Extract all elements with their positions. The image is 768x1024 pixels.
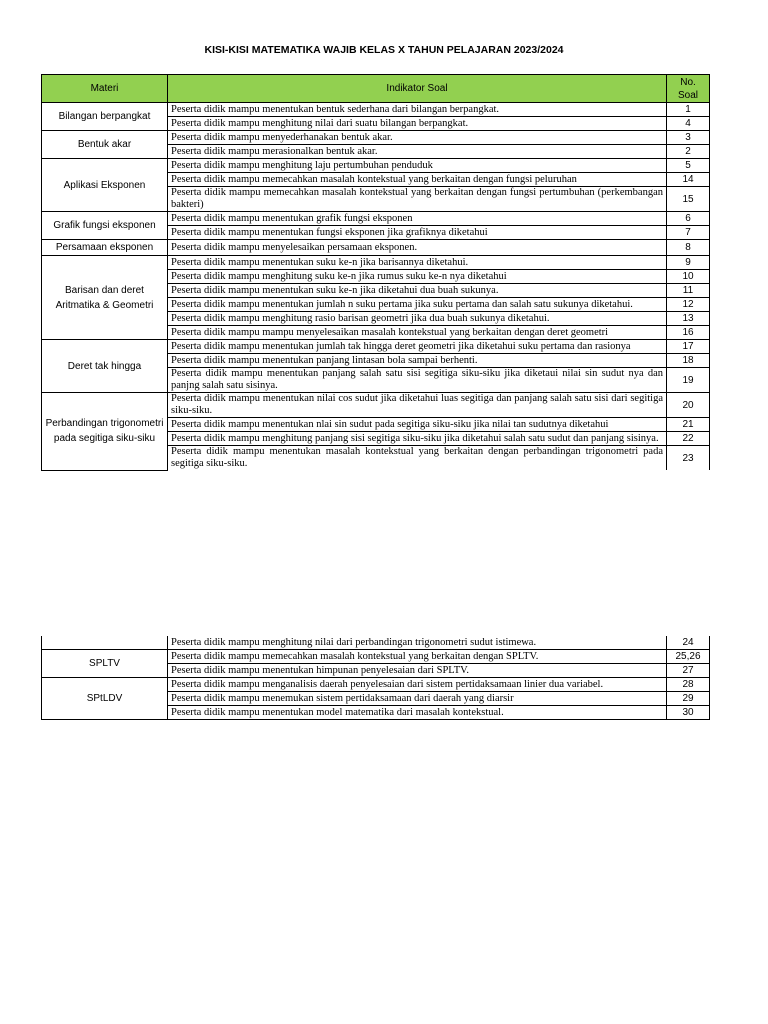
materi-cell: Grafik fungsi eksponen (42, 212, 168, 240)
no-soal-cell: 19 (667, 368, 710, 393)
indikator-cell: Peserta didik mampu menganalisis daerah penyelesaian dari sistem pertidaksamaan linier dua variabel. (168, 678, 667, 692)
no-soal-cell: 4 (667, 117, 710, 131)
materi-cell: Bilangan berpangkat (42, 103, 168, 131)
table-row (42, 393, 710, 418)
no-soal-cell: 16 (667, 326, 710, 340)
table-row (42, 340, 710, 354)
indikator-cell: Peserta didik mampu menentukan himpunan penyelesaian dari SPLTV. (168, 664, 667, 678)
table-row (42, 650, 710, 664)
no-soal-cell: 5 (667, 159, 710, 173)
materi-cell: SPLTV (42, 650, 168, 678)
no-soal-cell: 1 (667, 103, 710, 117)
table-row (42, 240, 710, 256)
materi-cell: Persamaan eksponen (42, 240, 168, 256)
indikator-cell: Peserta didik mampu menentukan model matematika dari masalah kontekstual. (168, 706, 667, 720)
indikator-cell: Peserta didik mampu menentukan panjang salah satu sisi segitiga siku-siku jika diketaui nilai sin sudut nya dan panjng salah satu sisinya. (168, 368, 667, 393)
kisi-table-page1 (41, 74, 710, 471)
table-row (42, 103, 710, 117)
no-soal-cell: 23 (667, 446, 710, 471)
no-soal-cell: 28 (667, 678, 710, 692)
indikator-cell: Peserta didik mampu menentukan nlai sin sudut pada segitiga siku-siku jika nilai tan sudutnya diketahui (168, 418, 667, 432)
table-row (42, 256, 710, 270)
materi-cell (42, 636, 168, 650)
no-soal-cell: 24 (667, 636, 710, 650)
no-soal-cell: 10 (667, 270, 710, 284)
header-materi: Materi (42, 75, 168, 103)
no-soal-cell: 29 (667, 692, 710, 706)
header-no-soal (667, 75, 710, 103)
no-soal-cell: 20 (667, 393, 710, 418)
indikator-cell: Peserta didik mampu menyederhanakan bentuk akar. (168, 131, 667, 145)
no-soal-cell: 14 (667, 173, 710, 187)
no-soal-cell: 21 (667, 418, 710, 432)
table-row (42, 636, 710, 650)
no-soal-cell: 12 (667, 298, 710, 312)
table-header-row (42, 75, 710, 103)
indikator-cell: Peserta didik mampu memecahkan masalah kontekstual yang berkaitan dengan SPLTV. (168, 650, 667, 664)
no-soal-cell: 3 (667, 131, 710, 145)
header-no-line2: Soal (677, 89, 698, 101)
indikator-cell: Peserta didik mampu menentukan masalah kontekstual yang berkaitan dengan perbandingan trigonometri pada segitiga siku-siku. (168, 446, 667, 471)
indikator-cell: Peserta didik mampu menentukan bentuk sederhana dari bilangan berpangkat. (168, 103, 667, 117)
indikator-cell: Peserta didik mampu menghitung rasio barisan geometri jika dua buah sukunya diketahui. (168, 312, 667, 326)
materi-cell: Bentuk akar (42, 131, 168, 159)
table-row (42, 131, 710, 145)
no-soal-cell: 7 (667, 226, 710, 240)
no-soal-cell: 11 (667, 284, 710, 298)
document-title: KISI-KISI MATEMATIKA WAJIB KELAS X TAHUN PELAJARAN 2023/2024 (204, 44, 564, 56)
indikator-cell: Peserta didik mampu menentukan suku ke-n jika barisannya diketahui. (168, 256, 667, 270)
no-soal-cell: 22 (667, 432, 710, 446)
no-soal-cell: 2 (667, 145, 710, 159)
no-soal-cell: 18 (667, 354, 710, 368)
indikator-cell: Peserta didik mampu memecahkan masalah kontekstual yang berkaitan dengan fungsi pertumbuhan (perkembangan bakteri) (168, 187, 667, 212)
header-indikator: Indikator Soal (168, 75, 667, 103)
indikator-cell: Peserta didik mampu memecahkan masalah kontekstual yang berkaitan dengan fungsi peluruhan (168, 173, 667, 187)
indikator-cell: Peserta didik mampu menentukan panjang lintasan bola sampai berhenti. (168, 354, 667, 368)
no-soal-cell: 25,26 (667, 650, 710, 664)
indikator-cell: Peserta didik mampu menghitung nilai dari perbandingan trigonometri sudut istimewa. (168, 636, 667, 650)
no-soal-cell: 13 (667, 312, 710, 326)
indikator-cell: Peserta didik mampu menentukan jumlah tak hingga deret geometri jika diketahui suku pertama dan rasionya (168, 340, 667, 354)
header-no-line1: No. (680, 76, 696, 88)
indikator-cell: Peserta didik mampu menghitung nilai dari suatu bilangan berpangkat. (168, 117, 667, 131)
indikator-cell: Peserta didik mampu menentukan grafik fungsi eksponen (168, 212, 667, 226)
no-soal-cell: 9 (667, 256, 710, 270)
table-row (42, 212, 710, 226)
indikator-cell: Peserta didik mampu menentukan suku ke-n jika diketahui dua buah sukunya. (168, 284, 667, 298)
indikator-cell: Peserta didik mampu menyelesaikan persamaan eksponen. (168, 240, 667, 256)
materi-cell: Aplikasi Eksponen (42, 159, 168, 212)
no-soal-cell: 15 (667, 187, 710, 212)
indikator-cell: Peserta didik mampu merasionalkan bentuk akar. (168, 145, 667, 159)
materi-cell: Perbandingan trigonometri pada segitiga siku-siku (42, 393, 168, 471)
no-soal-cell: 8 (667, 240, 710, 256)
materi-cell: Barisan dan deret Aritmatika & Geometri (42, 256, 168, 340)
table-row (42, 159, 710, 173)
indikator-cell: Peserta didik mampu menghitung panjang sisi segitiga siku-siku jika diketahui salah satu sudut dan panjang sisinya. (168, 432, 667, 446)
no-soal-cell: 27 (667, 664, 710, 678)
indikator-cell: Peserta didik mampu mampu menyelesaikan masalah kontekstual yang berkaitan dengan deret geometri (168, 326, 667, 340)
kisi-table-page2 (41, 636, 710, 720)
no-soal-cell: 17 (667, 340, 710, 354)
indikator-cell: Peserta didik mampu menghitung suku ke-n jika rumus suku ke-n nya diketahui (168, 270, 667, 284)
indikator-cell: Peserta didik mampu menemukan sistem pertidaksamaan dari daerah yang diarsir (168, 692, 667, 706)
no-soal-cell: 6 (667, 212, 710, 226)
indikator-cell: Peserta didik mampu menghitung laju pertumbuhan penduduk (168, 159, 667, 173)
materi-cell: Deret tak hingga (42, 340, 168, 393)
no-soal-cell: 30 (667, 706, 710, 720)
indikator-cell: Peserta didik mampu menentukan fungsi eksponen jika grafiknya diketahui (168, 226, 667, 240)
indikator-cell: Peserta didik mampu menentukan nilai cos sudut jika diketahui luas segitiga dan panjang salah satu sisi dari segitiga siku-siku. (168, 393, 667, 418)
materi-cell: SPtLDV (42, 678, 168, 720)
indikator-cell: Peserta didik mampu menentukan jumlah n suku pertama jika suku pertama dan salah satu sukunya diketahui. (168, 298, 667, 312)
table-row (42, 678, 710, 692)
